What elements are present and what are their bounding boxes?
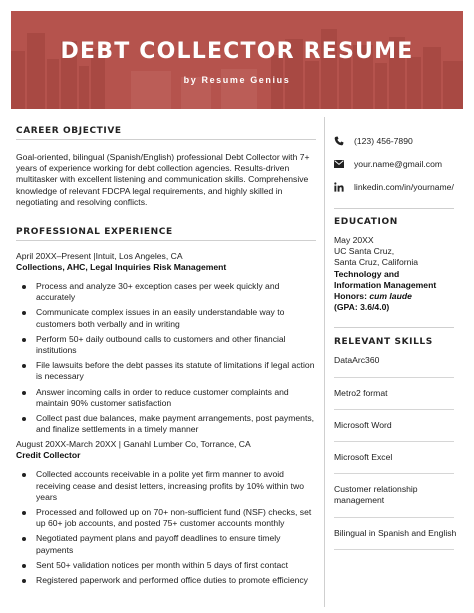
header-banner xyxy=(11,11,463,109)
education-gpa: (GPA: 3.6/4.0) xyxy=(334,302,390,313)
bullet-dot-icon xyxy=(22,579,26,583)
list-item: Processed and followed up on 70+ non-sufficient fund (NSF) checks, set up 60+ job accounts, and posted 75+ customer accounts monthly xyxy=(16,507,316,529)
education-honors xyxy=(334,291,466,302)
skill-divider xyxy=(334,517,454,518)
experience-heading: PROFESSIONAL EXPERIENCE xyxy=(16,227,173,238)
bullet-dot-icon xyxy=(22,391,26,395)
education-school: UC Santa Cruz, xyxy=(334,246,395,257)
list-item: Negotiated payment plans and payoff deadlines to ensure timely payments xyxy=(16,533,316,555)
list-item: Sent 50+ validation notices per month within 5 days of first contact xyxy=(16,560,316,571)
education-degree-line1: Technology and xyxy=(334,268,400,279)
job-title: Credit Collector xyxy=(16,450,81,461)
resume-byline: by Resume Genius xyxy=(183,75,291,85)
phone-number: (123) 456-7890 xyxy=(354,136,413,146)
list-item: Answer incoming calls in order to reduce customer complaints and maintain 90% customer satisfaction xyxy=(16,387,316,409)
education-degree-line2: Information Management xyxy=(334,279,437,290)
right-column xyxy=(334,134,466,550)
bullet-dot-icon xyxy=(22,417,26,421)
bullet-dot-icon xyxy=(22,537,26,541)
list-item: Registered paperwork and performed office duties to promote efficiency xyxy=(16,575,316,586)
bullet-dot-icon xyxy=(22,473,26,477)
contact-phone xyxy=(334,134,466,148)
skill-item: Metro2 format xyxy=(334,387,388,398)
list-item: Perform 50+ daily outbound calls to customers and other financial institutions xyxy=(16,334,316,356)
bullet-dot-icon xyxy=(22,364,26,368)
section-rule xyxy=(16,240,316,241)
honors-value: cum laude xyxy=(369,291,412,302)
skill-divider xyxy=(334,441,454,442)
list-item: Process and analyze 30+ exception cases per week quickly and accurately xyxy=(16,281,316,303)
list-item: Collect past due balances, make payment arrangements, post payments, and finalize settlements in a timely manner xyxy=(16,413,316,435)
job-title: Collections, AHC, Legal Inquiries Risk Management xyxy=(16,262,227,273)
job-meta: April 20XX–Present |Intuit, Los Angeles, CA xyxy=(16,251,183,262)
contact-email xyxy=(334,157,466,171)
bullet-dot-icon xyxy=(22,285,26,289)
job-bullets xyxy=(16,469,316,586)
phone-icon xyxy=(334,136,344,146)
job-bullets xyxy=(16,281,316,435)
linkedin-icon xyxy=(334,182,344,192)
job-entry xyxy=(16,251,316,435)
honors-label: Honors: xyxy=(334,291,367,302)
section-rule xyxy=(334,208,454,209)
list-item: Communicate complex issues in an easily understandable way to customers both verbally and in writing xyxy=(16,307,316,329)
section-rule xyxy=(334,327,454,328)
job-entry xyxy=(16,439,316,586)
skill-item: DataArc360 xyxy=(334,355,380,366)
mail-icon xyxy=(334,159,344,169)
bullet-dot-icon xyxy=(22,511,26,515)
education-location: Santa Cruz, California xyxy=(334,257,419,268)
linkedin-link[interactable]: linkedin.com/in/yourname/ xyxy=(354,182,454,192)
skill-item: Microsoft Excel xyxy=(334,452,393,463)
skill-divider xyxy=(334,549,454,550)
list-item: File lawsuits before the debt passes its statute of limitations if legal action is necessary xyxy=(16,360,316,382)
education-block xyxy=(334,235,466,313)
skill-item: Microsoft Word xyxy=(334,419,392,430)
skills-list xyxy=(334,355,466,549)
skill-divider xyxy=(334,409,454,410)
education-date: May 20XX xyxy=(334,235,374,245)
email-link[interactable]: your.name@gmail.com xyxy=(354,159,443,169)
objective-text: Goal-oriented, bilingual (Spanish/English) professional Debt Collector with 7+ years of experience working for debt collection agencies. Results-driven multitasker with excellent listening and communication skills. Comprehensive knowledge of relevant FDCPA legal requirements, and highly skilled in negotiating and resolving conflicts. xyxy=(16,152,310,207)
job-meta: August 20XX-March 20XX | Ganahl Lumber Co, Torrance, CA xyxy=(16,439,251,450)
contact-linkedin xyxy=(334,180,466,194)
skills-heading: RELEVANT SKILLS xyxy=(334,337,433,348)
section-rule xyxy=(16,139,316,140)
skill-item: Bilingual in Spanish and English xyxy=(334,527,457,538)
bullet-dot-icon xyxy=(22,564,26,568)
skill-divider xyxy=(334,473,454,474)
resume-title: DEBT COLLECTOR RESUME xyxy=(60,39,414,64)
list-item: Collected accounts receivable in a polite yet firm manner to avoid receiving cease and desist letters, increasing profits by 10% within two years xyxy=(16,469,316,503)
column-divider xyxy=(324,117,325,607)
bullet-dot-icon xyxy=(22,338,26,342)
education-heading: EDUCATION xyxy=(334,217,398,227)
objective-heading: CAREER OBJECTIVE xyxy=(16,126,122,136)
skill-item: Customer relationship management xyxy=(334,484,418,506)
bullet-dot-icon xyxy=(22,311,26,315)
skill-divider xyxy=(334,377,454,378)
left-column xyxy=(16,126,316,590)
